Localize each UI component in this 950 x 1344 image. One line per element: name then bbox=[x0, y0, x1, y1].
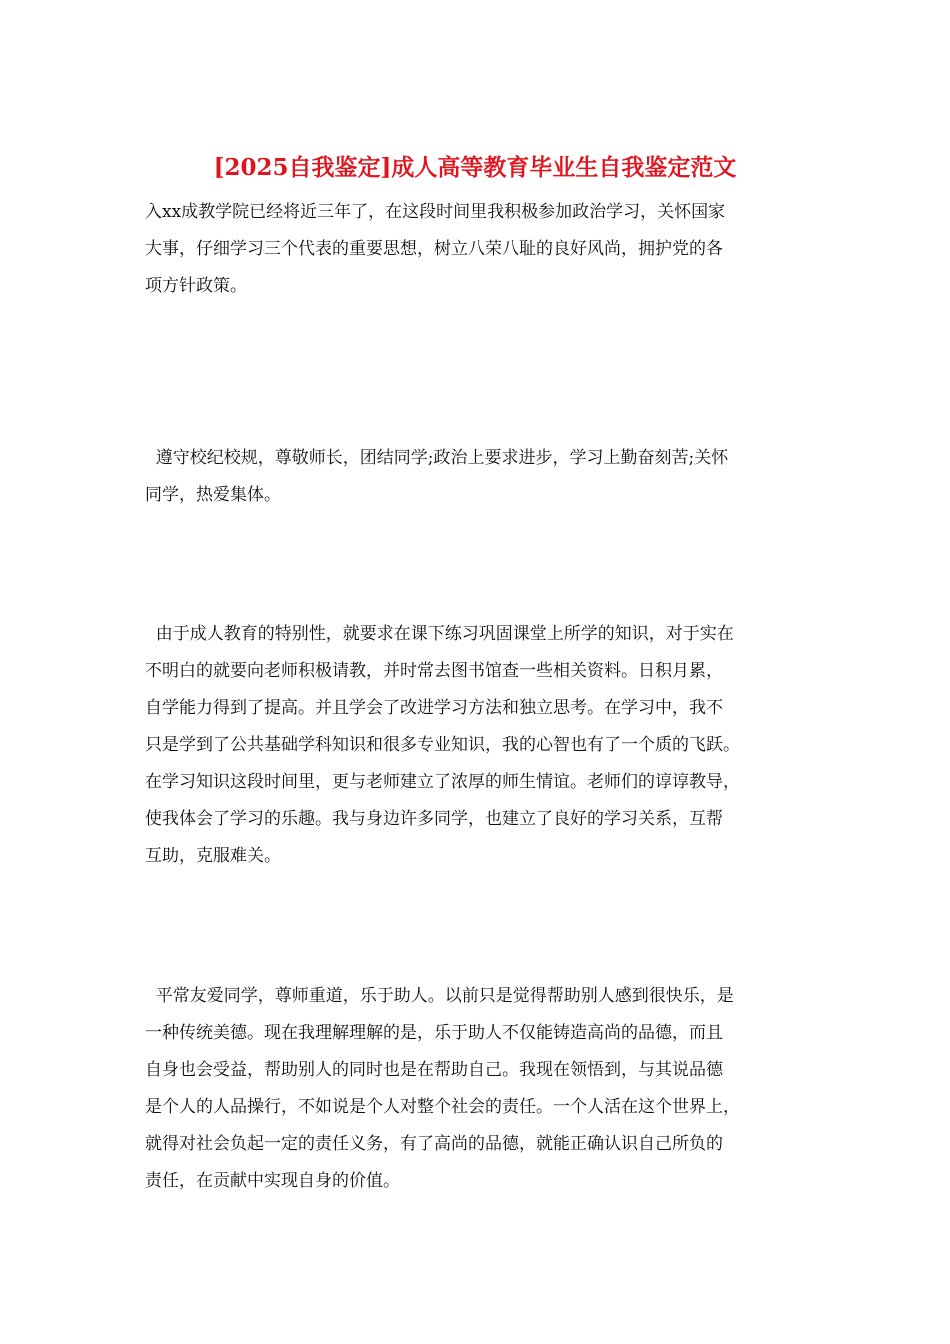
paragraph-2 bbox=[145, 440, 813, 514]
paragraph-line: 项方针政策。 bbox=[145, 276, 247, 296]
paragraph-line: 由于成人教育的特别性，就要求在课下练习巩固课堂上所学的知识，对于实在 bbox=[145, 624, 734, 644]
paragraph-line: 一种传统美德。现在我理解理解的是，乐于助人不仅能铸造高尚的品德，而且 bbox=[145, 1023, 723, 1043]
paragraph-line: 责任，在贡献中实现自身的价值。 bbox=[145, 1171, 400, 1191]
document-title: [2025自我鉴定]成人高等教育毕业生自我鉴定范文 bbox=[213, 154, 737, 181]
paragraph-line: 遵守校纪校规，尊敬师长，团结同学;政治上要求进步，学习上勤奋刻苦;关怀 bbox=[145, 448, 729, 468]
paragraph-line: 大事，仔细学习三个代表的重要思想，树立八荣八耻的良好风尚，拥护党的各 bbox=[145, 239, 723, 259]
paragraph-line: 不明白的就要向老师积极请教，并时常去图书馆查一些相关资料。日积月累， bbox=[145, 661, 723, 681]
paragraph-line: 平常友爱同学，尊师重道，乐于助人。以前只是觉得帮助别人感到很快乐，是 bbox=[145, 986, 734, 1006]
paragraph-4 bbox=[145, 978, 813, 1200]
paragraph-1 bbox=[145, 194, 813, 305]
paragraph-line: 同学，热爱集体。 bbox=[145, 485, 281, 505]
paragraph-line: 在学习知识这段时间里，更与老师建立了浓厚的师生情谊。老师们的谆谆教导， bbox=[145, 772, 740, 792]
paragraph-line: 互助，克服难关。 bbox=[145, 846, 281, 866]
paragraph-line: 就得对社会负起一定的责任义务，有了高尚的品德，就能正确认识自己所负的 bbox=[145, 1134, 723, 1154]
paragraph-3 bbox=[145, 616, 813, 875]
paragraph-line: 自身也会受益，帮助别人的同时也是在帮助自己。我现在领悟到，与其说品德 bbox=[145, 1060, 723, 1080]
paragraph-line: 是个人的人品操行，不如说是个人对整个社会的责任。一个人活在这个世界上， bbox=[145, 1097, 740, 1117]
paragraph-line: 入xx成教学院已经将近三年了，在这段时间里我积极参加政治学习，关怀国家 bbox=[145, 202, 726, 222]
paragraph-line: 使我体会了学习的乐趣。我与身边许多同学，也建立了良好的学习关系，互帮 bbox=[145, 809, 723, 829]
paragraph-line: 自学能力得到了提高。并且学会了改进学习方法和独立思考。在学习中，我不 bbox=[145, 698, 723, 718]
paragraph-line: 只是学到了公共基础学科知识和很多专业知识，我的心智也有了一个质的飞跃。 bbox=[145, 735, 740, 755]
